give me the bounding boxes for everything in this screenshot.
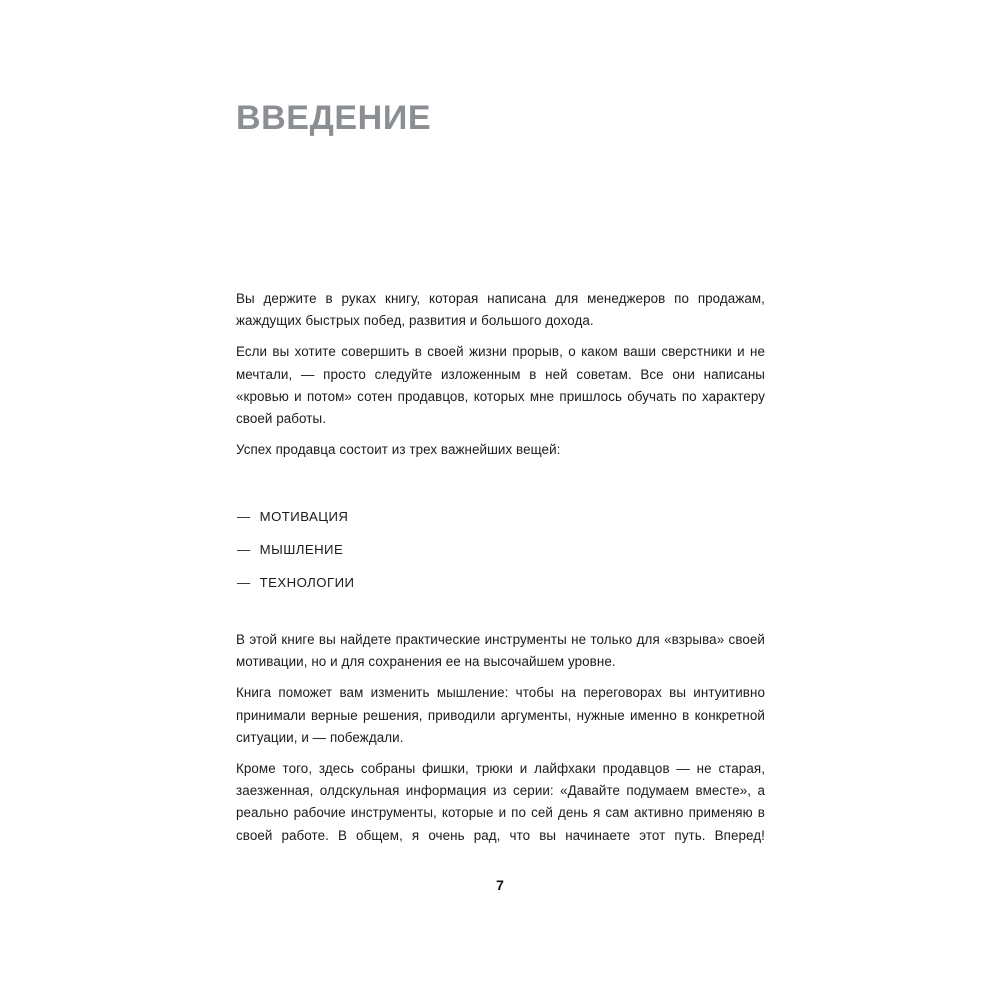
list-item — [237, 500, 637, 533]
list-dash-marker: — — [237, 542, 251, 557]
list-dash-marker: — — [237, 509, 251, 524]
closing-text-block — [236, 629, 765, 847]
paragraph: Книга поможет вам изменить мышление: чтобы на переговорах вы интуитивно принимали верные решения, приводили аргументы, нужные именно в конкретной ситуации, и — побеждали. — [236, 685, 765, 745]
list-item — [237, 566, 637, 599]
paragraph: В этой книге вы найдете практические инструменты не только для «взрыва» своей мотивации, но и для сохранения ее на высочайшем уровне. — [236, 632, 765, 670]
paragraph: Если вы хотите совершить в своей жизни прорыв, о каком ваши сверстники и не мечтали, — просто следуйте изложенным в ней советам. Все они написаны «кровью и потом» сотен продавцов, которых мне пришлось обучать по характеру своей работы. — [236, 344, 765, 427]
paragraph: Успех продавца состоит из трех важнейших вещей: — [236, 442, 561, 458]
list-item-label: МОТИВАЦИЯ — [259, 509, 349, 524]
page-number: 7 — [496, 877, 504, 893]
list-item-label: ТЕХНОЛОГИИ — [259, 575, 355, 590]
list-item-label: МЫШЛЕНИЕ — [259, 542, 344, 557]
paragraph: Вы держите в руках книгу, которая написана для менеджеров по продажам, жаждущих быстрых побед, развития и большого дохода. — [236, 291, 765, 329]
list-item — [237, 533, 637, 566]
list-dash-marker: — — [237, 575, 251, 590]
key-points-list — [237, 500, 637, 599]
page-title: ВВЕДЕНИЕ — [236, 99, 432, 137]
intro-text-block — [236, 288, 765, 461]
paragraph: Кроме того, здесь собраны фишки, трюки и лайфхаки продавцов — не старая, заезженная, олдскульная информация из серии: «Давайте подумаем вместе», а реально рабочие инструменты, которые и по сей день я сам активно применяю в своей работе. В общем, я очень рад, что вы начинаете этот путь. Вперед! — [236, 761, 765, 843]
